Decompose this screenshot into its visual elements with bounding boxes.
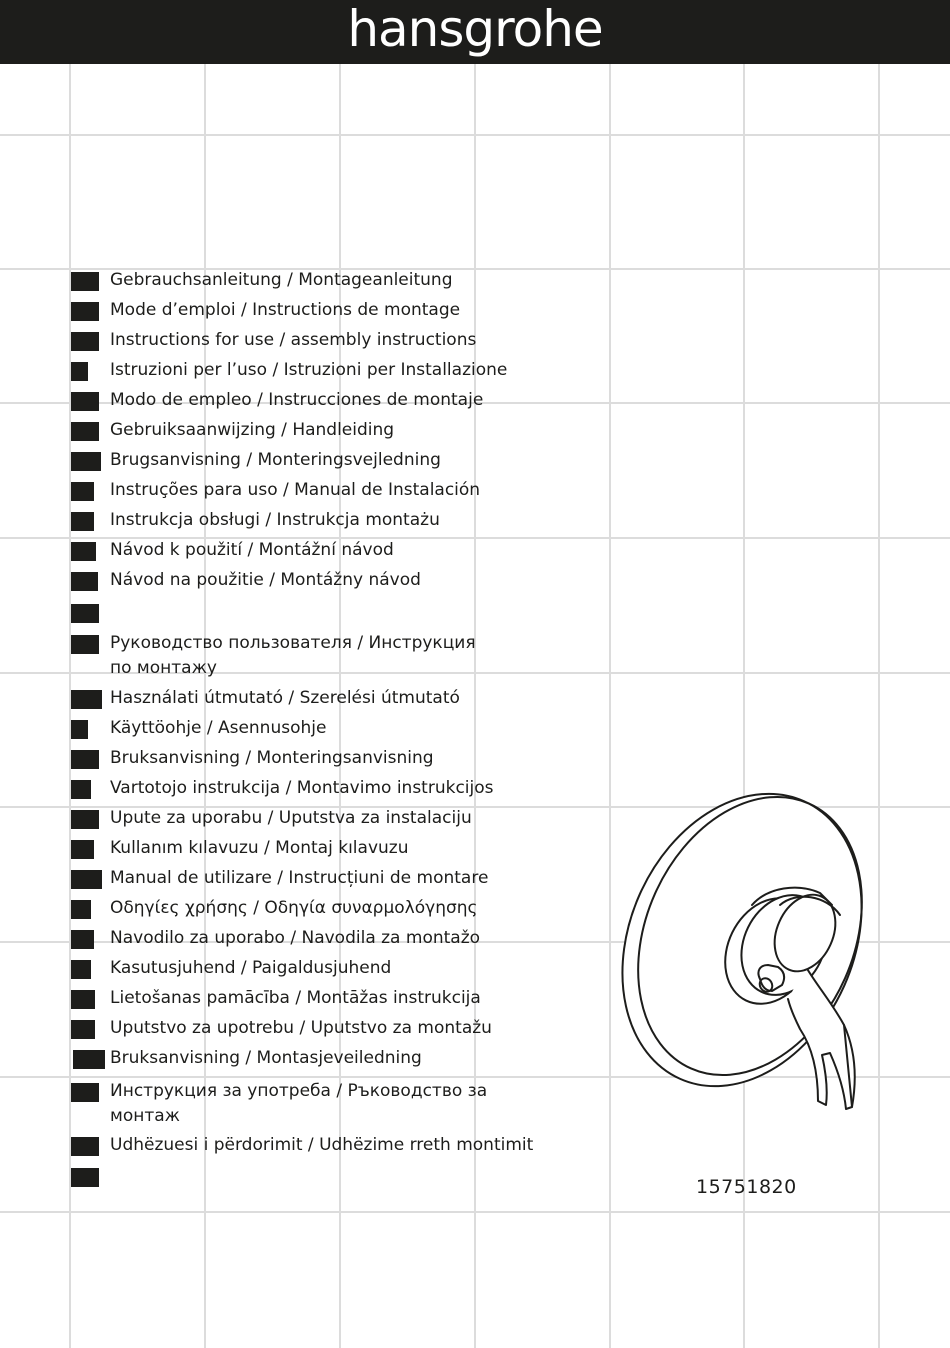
language-item-label: Gebruiksaanwijzing / Handleiding xyxy=(110,420,395,440)
language-flag-marker xyxy=(71,1168,99,1187)
language-flag-marker xyxy=(71,840,94,859)
language-item-label: Instructions for use / assembly instructions xyxy=(110,330,477,350)
language-flag-marker xyxy=(71,422,99,441)
language-flag-marker xyxy=(71,332,99,351)
language-item-label: Bruksanvisning / Montasjeveiledning xyxy=(110,1048,422,1068)
language-flag-marker xyxy=(71,900,91,919)
language-flag-marker xyxy=(71,452,101,471)
language-flag-marker xyxy=(71,780,91,799)
language-flag-marker xyxy=(71,720,88,739)
language-item-label: Käyttöohje / Asennusohje xyxy=(110,718,327,738)
language-item-label: Lietošanas pamācība / Montāžas instrukcija xyxy=(110,988,481,1008)
language-flag-marker xyxy=(71,870,102,889)
language-item-label: Инструкция за употреба / Ръководство за монтаж xyxy=(110,1081,488,1126)
language-item-label: Bruksanvisning / Monteringsanvisning xyxy=(110,748,434,768)
language-item-label: Brugsanvisning / Monteringsvejledning xyxy=(110,450,441,470)
language-item-label: Návod k použití / Montážní návod xyxy=(110,540,394,560)
language-flag-marker xyxy=(71,990,95,1009)
language-flag-marker xyxy=(71,362,88,381)
language-item-label: Руководство пользователя / Инструкция по монтажу xyxy=(110,633,476,678)
language-item-label: Upute za uporabu / Uputstva za instalaciju xyxy=(110,808,472,828)
language-flag-marker xyxy=(71,482,94,501)
language-item-label: Navodilo za uporabo / Navodila za montažo xyxy=(110,928,481,948)
language-flag-marker xyxy=(71,635,99,654)
language-item-label: Mode d’emploi / Instructions de montage xyxy=(110,300,461,320)
language-flag-marker xyxy=(71,690,102,709)
language-item-label: Uputstvo za upotrebu / Uputstvo za montažu xyxy=(110,1018,492,1038)
language-item-label: Kullanım kılavuzu / Montaj kılavuzu xyxy=(110,838,409,858)
language-item-label: Οδηγίες χρήσης / Οδηγία συναρμολόγησης xyxy=(110,898,478,918)
language-flag-marker xyxy=(71,930,94,949)
language-item-label: Manual de utilizare / Instrucțiuni de montare xyxy=(110,868,489,888)
language-item-label: Kasutusjuhend / Paigaldusjuhend xyxy=(110,958,392,978)
thermostatic-mixer-trim-illustration xyxy=(600,755,900,1125)
language-flag-marker xyxy=(71,302,99,321)
language-flag-marker xyxy=(71,272,99,291)
product-code: 15751820 xyxy=(696,1176,797,1198)
language-flag-marker xyxy=(71,1083,99,1102)
language-flag-marker xyxy=(71,1020,95,1039)
language-item-label: Návod na použitie / Montážny návod xyxy=(110,570,421,590)
language-item-label: Istruzioni per l’uso / Istruzioni per Installazione xyxy=(110,360,508,380)
language-flag-marker xyxy=(71,542,96,561)
language-item-label: Instrukcja obsługi / Instrukcja montażu xyxy=(110,510,440,530)
language-flag-marker xyxy=(71,512,94,531)
language-flag-marker xyxy=(71,1137,99,1156)
language-item-label: Instruções para uso / Manual de Instalación xyxy=(110,480,481,500)
language-flag-marker xyxy=(71,392,99,411)
language-flag-marker xyxy=(71,604,99,623)
brand-header xyxy=(0,0,950,64)
language-flag-marker xyxy=(71,750,99,769)
language-flag-marker xyxy=(71,960,91,979)
language-item-label: Vartotojo instrukcija / Montavimo instrukcijos xyxy=(110,778,494,798)
language-flag-marker xyxy=(71,572,98,591)
language-item-label: Használati útmutató / Szerelési útmutató xyxy=(110,688,460,708)
language-item-label: Udhëzuesi i përdorimit / Udhëzime rreth montimit xyxy=(110,1135,534,1155)
language-item-label: Gebrauchsanleitung / Montageanleitung xyxy=(110,270,453,290)
language-item-label: Modo de empleo / Instrucciones de montaje xyxy=(110,390,484,410)
brand-logo: hansgrohe xyxy=(347,0,603,58)
language-flag-marker xyxy=(71,810,99,829)
language-flag-marker xyxy=(73,1050,105,1069)
